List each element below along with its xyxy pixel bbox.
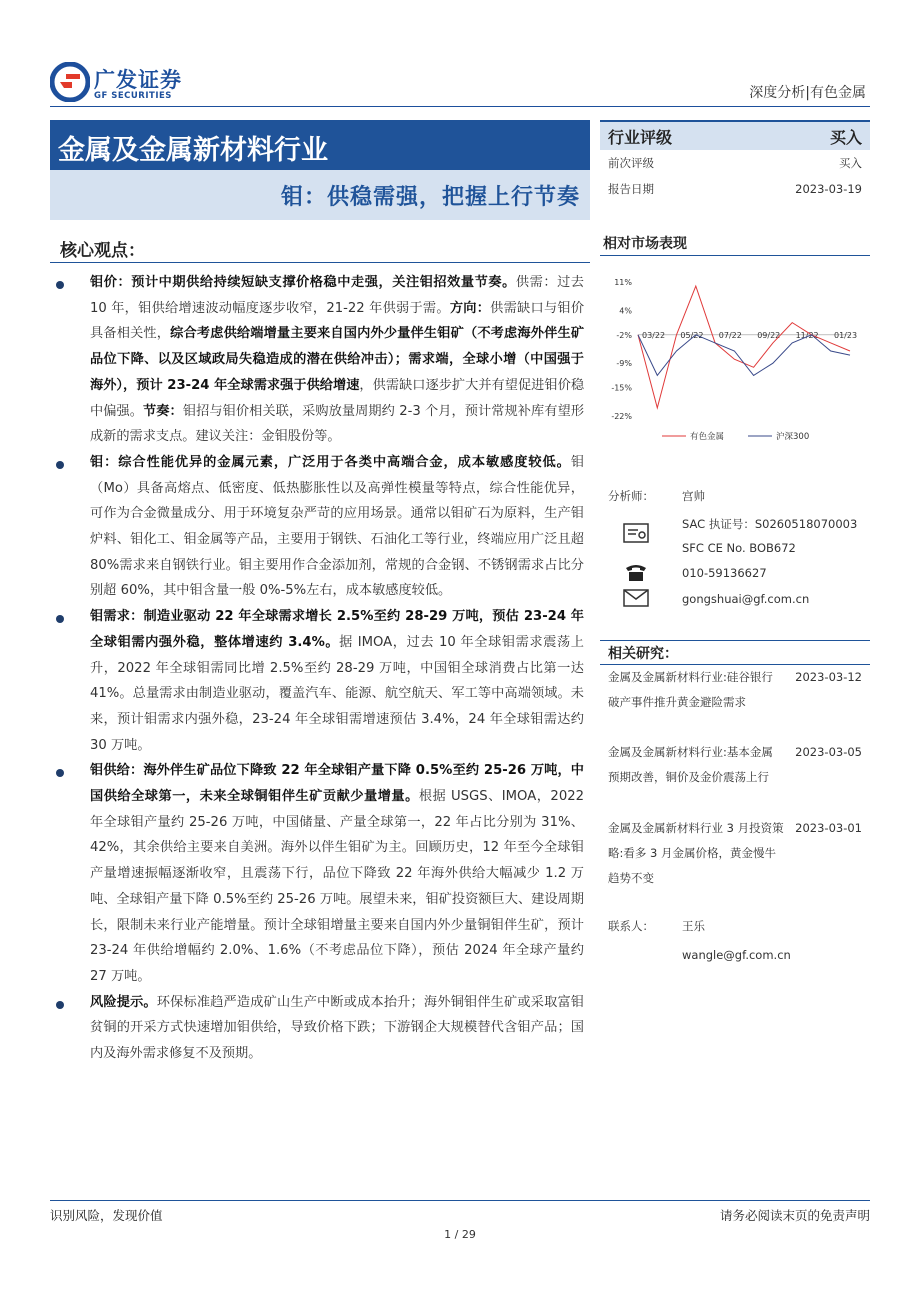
bullet-icon — [56, 461, 64, 469]
rating-label: 行业评级 — [608, 127, 673, 147]
related-item-title: 金属及金属新材料行业 3 月投资策略:看多 3 月金属价格，黄金慢牛趋势不变 — [608, 821, 784, 885]
report-date-value: 2023-03-19 — [795, 182, 862, 196]
series-line-1 — [638, 286, 850, 408]
related-item-date: 2023-03-05 — [795, 745, 862, 759]
x-tick-label: 01/23 — [834, 330, 858, 340]
view-heading: 风险提示。 — [90, 994, 157, 1010]
view-text: ，供需缺口逐步扩大并有望促进钼价稳中偏强。 — [90, 377, 585, 419]
email-icon — [622, 586, 650, 610]
prev-rating-row — [600, 150, 870, 176]
rating-box — [600, 120, 870, 202]
contact-block — [608, 918, 868, 962]
y-tick-label: 4% — [619, 306, 632, 316]
certificate-icon — [622, 522, 650, 546]
view-bold-text: 综合考虑供给端增量主要来自国内外少量伴生钼矿（不考虑海外伴生矿品位下降、以及区域政局失稳造成的潜在供给冲击）；需求端，全球小增（中国强于海外），预计 23-24 年全球需求强于供给增速 — [90, 326, 585, 393]
analyst-sac: SAC 执证号：S0260518070003 — [682, 517, 858, 531]
series-line-2 — [638, 335, 850, 376]
analyst-label: 分析师： — [608, 489, 654, 503]
view-heading: 钼供给：海外伴生矿品位下降致 22 年全球钼产量下降 0.5%至约 25-26 万吨，中国供给全球第一，未来全球铜钼伴生矿贡献少量增量。 — [90, 763, 584, 805]
view-heading: 钼价：预计中期供给持续短缺支撑价格稳中走强，关注钼招效量节奏。 — [90, 275, 516, 290]
related-item[interactable] — [608, 740, 868, 790]
view-subheading: 方向： — [449, 300, 491, 316]
related-research-title: 相关研究： — [608, 646, 678, 662]
contact-name: 王乐 — [682, 919, 705, 933]
related-divider-top — [600, 640, 870, 641]
logo-cn-text: 广发证券 — [94, 68, 182, 92]
chart-divider — [600, 255, 870, 256]
analyst-block — [608, 488, 868, 618]
report-date-label: 报告日期 — [608, 182, 654, 196]
footer-divider — [50, 1200, 870, 1201]
analyst-sfc: SFC CE No. BOB672 — [682, 541, 796, 555]
view-text: 根据 USGS、IMOA，2022 年全球钼产量约 25-26 万吨，中国储量、产量全球第一，22 年占比分别为 31%、42%，其余供给主要来自美洲。海外以伴生钼矿为主。回顾历史，12 年至今全球钼产量增速振幅逐渐收窄，且震荡下行，品位下降致 22 年海外供给大幅减少 1.2 万吨、全球钼产量下降 0.5%至约 25-26 万吨。展望未来，钼矿投资额巨大、建设周期长，限制未来行业产能增量。预计全球钼增量主要来自国内外少量铜钼伴生矿，预计 23-24 年供给增幅约 2.0%、1.6%（不考虑品位下降），预估 2024 年全球产量约 27 万吨。 — [90, 789, 584, 984]
related-item[interactable] — [608, 816, 868, 891]
chart-title: 相对市场表现 — [603, 236, 687, 252]
view-text: 环保标准趋严造成矿山生产中断或成本抬升；海外铜钼伴生矿或采取富钼贫铜的开采方式快速增加钼供给，导致价格下跌；下游钢企大规模替代含钼产品；国内及海外需求修复不及预期。 — [90, 994, 584, 1062]
analyst-email[interactable]: gongshuai@gf.com.cn — [682, 592, 810, 606]
report-subtitle: 钼：供稳需强，把握上行节奏 — [280, 184, 580, 210]
footer-slogan: 识别风险，发现价值 — [50, 1208, 163, 1223]
prev-rating-label: 前次评级 — [608, 156, 654, 170]
y-tick-label: -22% — [611, 412, 632, 421]
y-tick-label: -15% — [611, 383, 632, 393]
view-paragraph-risk — [56, 990, 584, 1067]
logo-en-text: GF SECURITIES — [94, 91, 172, 101]
core-views-body — [56, 270, 584, 1067]
core-views-divider — [50, 262, 590, 263]
footer-disclaimer: 请务必阅读末页的免责声明 — [719, 1208, 870, 1223]
core-views-title: 核心观点： — [60, 241, 145, 261]
report-type-tag: 深度分析|有色金属 — [749, 85, 866, 101]
x-tick-label: 07/22 — [718, 330, 742, 340]
rating-header — [600, 120, 870, 150]
gf-logo-icon — [50, 62, 90, 102]
analyst-phone: 010-59136627 — [682, 566, 767, 580]
view-paragraph-price — [56, 270, 584, 450]
view-heading: 钼需求：制造业驱动 22 年全球需求增长 2.5%至约 28-29 万吨，预估 23-24 年全球钼需内强外稳，整体增速约 3.4%。 — [90, 609, 584, 650]
view-heading: 钼：综合性能优异的金属元素，广泛用于各类中高端合金，成本敏感度较低。 — [90, 454, 571, 470]
related-item[interactable] — [608, 665, 868, 715]
x-tick-label: 05/22 — [680, 330, 704, 340]
y-tick-label: 11% — [614, 278, 632, 287]
view-paragraph-supply — [56, 758, 584, 989]
y-tick-label: -2% — [616, 330, 632, 340]
view-text: 供需缺口与钼价具备相关性， — [90, 300, 585, 342]
related-item-title: 金属及金属新材料行业:硅谷银行破产事件推升黄金避险需求 — [608, 670, 773, 709]
industry-title: 金属及金属新材料行业 — [50, 120, 590, 170]
bullet-icon — [56, 1001, 64, 1009]
view-text: 钼（Mo）具备高熔点、低密度、低热膨胀性以及高弹性模量等特点，综合性能优异，可作为合金微量成分、用于环境复杂严苛的应用场景。通常以钼矿石为原料，生产钼炉料、钼化工、钼金属等产品，主要用于钢铁、石油化工等行业，终端应用广泛且超 80%需求来自钢铁行业。钼主要用作合金添加剂，常规的合金钢、不锈钢需求占比分别超 60%，其中钼含量一般 0%-5%左右，成本敏感度较低。 — [90, 454, 584, 599]
view-paragraph-element — [56, 450, 584, 604]
related-item-title: 金属及金属新材料行业:基本金属预期改善，铜价及金价震荡上行 — [608, 745, 773, 784]
analyst-name: 宫帅 — [682, 489, 705, 503]
view-text: 供需：过去 10 年，钼供给增速波动幅度逐步收窄，21-22 年供弱于需。 — [90, 275, 584, 316]
company-logo — [50, 62, 200, 106]
rating-value: 买入 — [829, 127, 862, 147]
view-paragraph-demand — [56, 604, 584, 758]
view-text: 钼招与钼价相关联，采购放量周期约 2-3 个月，预计常规补库有望形成新的需求支点。建议关注：金钼股份等。 — [90, 403, 585, 445]
related-item-date: 2023-03-01 — [795, 821, 862, 835]
page-number: 1 / 29 — [444, 1228, 476, 1241]
x-tick-label: 11/22 — [795, 330, 819, 340]
bullet-icon — [56, 615, 64, 623]
y-tick-label: -9% — [616, 359, 632, 369]
phone-icon — [622, 560, 650, 584]
x-tick-label: 03/22 — [642, 330, 666, 340]
bullet-icon — [56, 281, 64, 289]
related-item-date: 2023-03-12 — [795, 670, 862, 684]
relative-performance-chart — [600, 268, 860, 448]
contact-email[interactable]: wangle@gf.com.cn — [682, 948, 791, 962]
header-divider — [50, 106, 870, 107]
contact-label: 联系人： — [608, 919, 654, 933]
report-date-row — [600, 176, 870, 202]
prev-rating-value: 买入 — [839, 156, 862, 170]
bullet-icon — [56, 769, 64, 777]
view-subheading: 节奏： — [143, 403, 183, 419]
title-block — [50, 120, 590, 220]
legend-label: 沪深300 — [776, 432, 810, 442]
x-tick-label: 09/22 — [757, 330, 781, 340]
legend-label: 有色金属 — [690, 432, 725, 442]
view-text: 据 IMOA，过去 10 年全球钼需求震荡上升，2022 年全球钼需同比增 2.5%至约 28-29 万吨，中国钼全球消费占比第一达 41%。总量需求由制造业驱动，覆盖汽车、能源、航空航天、军工等中高端领域。未来，预计钼需求内强外稳，23-24 年全球钼需增速预估 3.4%，24 年全球钼需达约 30 万吨。 — [90, 634, 584, 753]
